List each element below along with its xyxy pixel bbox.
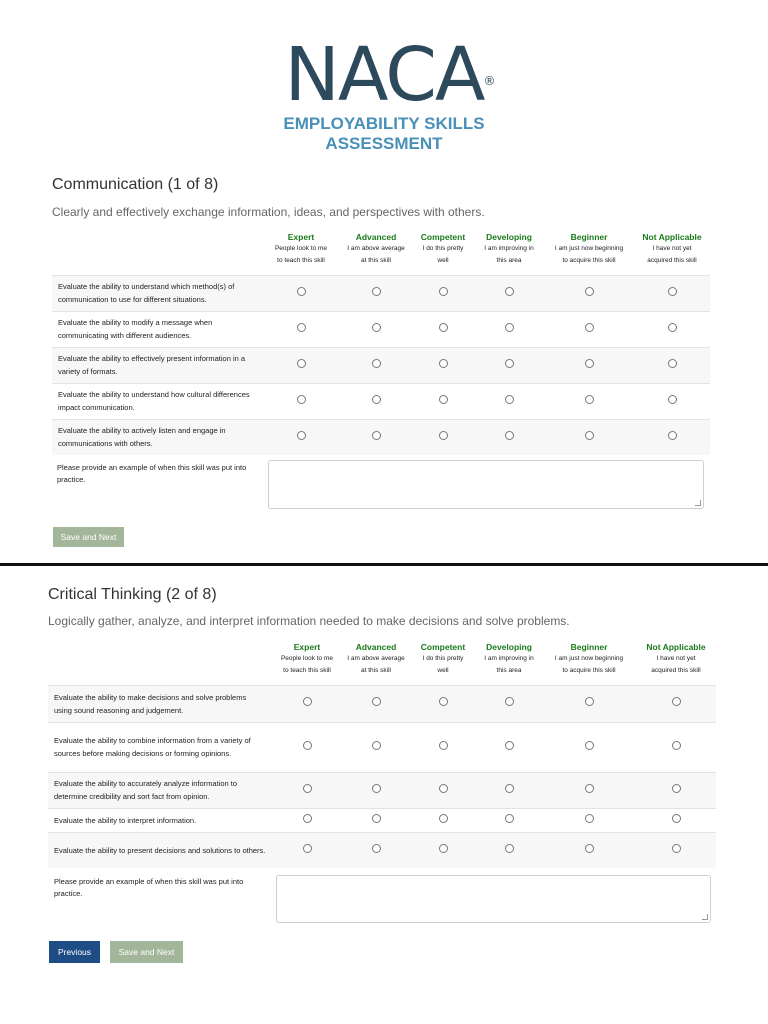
question-row: [48, 722, 716, 772]
question-text: Evaluate the ability to present decisions and solutions to others.: [48, 832, 272, 868]
save-and-next-button[interactable]: Save and Next: [110, 941, 183, 963]
rating-table: [48, 641, 716, 868]
col-title: Competent: [420, 642, 466, 652]
col-title: Expert: [293, 642, 321, 652]
radio-beginner[interactable]: [585, 741, 594, 750]
naca-logo: [0, 32, 768, 154]
col-sub: to acquire this skill: [562, 667, 616, 674]
col-sub: I do this pretty: [422, 655, 464, 662]
col-title: Advanced: [355, 232, 397, 242]
col-sub: I am improving in: [484, 245, 534, 252]
col-title: Competent: [420, 232, 466, 242]
radio-developing[interactable]: [505, 741, 514, 750]
logo-subtitle-line2: ASSESSMENT: [325, 134, 443, 153]
radio-expert[interactable]: [297, 431, 306, 440]
radio-expert[interactable]: [297, 359, 306, 368]
col-header: [544, 231, 634, 275]
radio-developing[interactable]: [505, 323, 514, 332]
radio-beginner[interactable]: [585, 697, 594, 706]
radio-advanced[interactable]: [372, 844, 381, 853]
question-text: Evaluate the ability to understand how cultural differences impact communication.: [52, 383, 262, 419]
radio-beginner[interactable]: [585, 814, 594, 823]
radio-expert[interactable]: [297, 287, 306, 296]
col-title: Beginner: [570, 642, 608, 652]
radio-advanced[interactable]: [372, 287, 381, 296]
col-sub: to acquire this skill: [562, 257, 616, 264]
radio-beginner[interactable]: [585, 395, 594, 404]
col-header: [412, 231, 474, 275]
col-title: Developing: [486, 232, 532, 242]
col-title: Developing: [486, 642, 532, 652]
radio-competent[interactable]: [439, 431, 448, 440]
question-row: [48, 832, 716, 868]
col-sub: People look to me: [280, 655, 334, 662]
radio-competent[interactable]: [439, 323, 448, 332]
radio-expert[interactable]: [303, 844, 312, 853]
example-label: Please provide an example of when this skill was put into practice.: [54, 877, 244, 898]
radio-developing[interactable]: [505, 395, 514, 404]
col-sub: at this skill: [361, 667, 391, 674]
radio-developing[interactable]: [505, 697, 514, 706]
radio-competent[interactable]: [439, 844, 448, 853]
col-header: [340, 231, 412, 275]
radio-advanced[interactable]: [372, 323, 381, 332]
radio-beginner[interactable]: [585, 844, 594, 853]
col-header: [262, 231, 340, 275]
question-row: [52, 275, 710, 311]
radio-developing[interactable]: [505, 287, 514, 296]
save-and-next-button[interactable]: Save and Next: [53, 527, 124, 547]
col-sub: I am above average: [347, 655, 405, 662]
radio-not-applicable[interactable]: [672, 741, 681, 750]
col-header: [636, 641, 716, 685]
section-description: Logically gather, analyze, and interpret information needed to make decisions and solve problems.: [48, 614, 570, 628]
col-title: Beginner: [570, 232, 608, 242]
col-sub: acquired this skill: [647, 257, 697, 264]
question-row: [48, 808, 716, 832]
col-header: [342, 641, 410, 685]
col-sub: well: [437, 667, 449, 674]
radio-expert[interactable]: [303, 814, 312, 823]
radio-advanced[interactable]: [372, 697, 381, 706]
question-row: [48, 772, 716, 808]
radio-advanced[interactable]: [372, 741, 381, 750]
logo-subtitle-line1: EMPLOYABILITY SKILLS: [283, 114, 485, 133]
radio-beginner[interactable]: [585, 431, 594, 440]
radio-competent[interactable]: [439, 395, 448, 404]
radio-competent[interactable]: [439, 287, 448, 296]
col-sub: I am just now beginning: [554, 655, 624, 662]
col-sub: People look to me: [274, 245, 328, 252]
resize-handle-icon[interactable]: [702, 914, 708, 920]
radio-developing[interactable]: [505, 359, 514, 368]
col-header: [476, 641, 542, 685]
registered-mark: ®: [483, 74, 496, 88]
radio-not-applicable[interactable]: [668, 395, 677, 404]
radio-competent[interactable]: [439, 359, 448, 368]
question-text: Evaluate the ability to accurately analyze information to determine credibility and sort fact from opinion.: [48, 772, 272, 808]
example-textarea[interactable]: [268, 460, 704, 509]
example-textarea[interactable]: [276, 875, 711, 923]
col-header: [634, 231, 710, 275]
col-sub: I am improving in: [484, 655, 534, 662]
question-text: Evaluate the ability to make decisions and solve problems using sound reasoning and judgement.: [48, 685, 272, 722]
radio-developing[interactable]: [505, 431, 514, 440]
radio-expert[interactable]: [303, 741, 312, 750]
col-sub: this area: [496, 257, 522, 264]
section-description: Clearly and effectively exchange information, ideas, and perspectives with others.: [52, 205, 485, 219]
question-text: Evaluate the ability to combine information from a variety of sources before making decisions or forming opinions.: [48, 722, 272, 772]
question-text: Evaluate the ability to understand which method(s) of communication to use for different situations.: [52, 275, 262, 311]
question-text: Evaluate the ability to effectively present information in a variety of formats.: [52, 347, 262, 383]
col-title: Expert: [287, 232, 315, 242]
radio-beginner[interactable]: [585, 323, 594, 332]
question-row: [52, 311, 710, 347]
col-title: Not Applicable: [646, 642, 706, 652]
col-sub: acquired this skill: [651, 667, 701, 674]
radio-not-applicable[interactable]: [672, 844, 681, 853]
col-header: [272, 641, 342, 685]
question-text: Evaluate the ability to interpret information.: [48, 808, 272, 832]
question-row: [52, 383, 710, 419]
section-divider: [0, 563, 768, 566]
radio-not-applicable[interactable]: [668, 431, 677, 440]
radio-advanced[interactable]: [372, 814, 381, 823]
resize-handle-icon[interactable]: [695, 500, 701, 506]
col-sub: I have not yet: [656, 655, 696, 662]
col-header: [410, 641, 476, 685]
logo-wordmark-text: NACA: [284, 32, 484, 118]
col-sub: I am just now beginning: [554, 245, 624, 252]
question-row: [52, 419, 710, 455]
col-header: [474, 231, 544, 275]
col-sub: at this skill: [361, 257, 391, 264]
col-sub: this area: [496, 667, 522, 674]
col-title: Advanced: [355, 642, 397, 652]
question-text: Evaluate the ability to actively listen and engage in communications with others.: [52, 419, 262, 455]
previous-button[interactable]: Previous: [49, 941, 100, 963]
col-sub: well: [437, 257, 449, 264]
section-title: Critical Thinking (2 of 8): [48, 586, 217, 603]
logo-wordmark: [284, 32, 496, 118]
header-blank: [48, 641, 272, 685]
col-header: [542, 641, 636, 685]
radio-advanced[interactable]: [372, 431, 381, 440]
col-sub: I do this pretty: [422, 245, 464, 252]
example-label: Please provide an example of when this skill was put into practice.: [57, 463, 247, 484]
question-row: [52, 347, 710, 383]
header-blank: [52, 231, 262, 275]
radio-beginner[interactable]: [585, 287, 594, 296]
radio-developing[interactable]: [505, 784, 514, 793]
radio-competent[interactable]: [439, 741, 448, 750]
radio-advanced[interactable]: [372, 359, 381, 368]
radio-competent[interactable]: [439, 814, 448, 823]
radio-beginner[interactable]: [585, 784, 594, 793]
radio-advanced[interactable]: [372, 784, 381, 793]
radio-expert[interactable]: [303, 784, 312, 793]
radio-not-applicable[interactable]: [668, 287, 677, 296]
question-text: Evaluate the ability to modify a message when communicating with different audiences.: [52, 311, 262, 347]
col-title: Not Applicable: [642, 232, 702, 242]
radio-developing[interactable]: [505, 844, 514, 853]
question-row: [48, 685, 716, 722]
radio-expert[interactable]: [297, 323, 306, 332]
radio-competent[interactable]: [439, 784, 448, 793]
col-sub: to teach this skill: [283, 667, 331, 674]
radio-not-applicable[interactable]: [672, 784, 681, 793]
radio-not-applicable[interactable]: [672, 697, 681, 706]
radio-not-applicable[interactable]: [668, 323, 677, 332]
radio-not-applicable[interactable]: [672, 814, 681, 823]
radio-expert[interactable]: [303, 697, 312, 706]
col-sub: I am above average: [347, 245, 405, 252]
radio-advanced[interactable]: [372, 395, 381, 404]
radio-expert[interactable]: [297, 395, 306, 404]
col-sub: to teach this skill: [277, 257, 325, 264]
radio-beginner[interactable]: [585, 359, 594, 368]
section-title: Communication (1 of 8): [52, 176, 219, 193]
radio-developing[interactable]: [505, 814, 514, 823]
col-sub: I have not yet: [652, 245, 692, 252]
radio-competent[interactable]: [439, 697, 448, 706]
rating-table: [52, 231, 710, 455]
radio-not-applicable[interactable]: [668, 359, 677, 368]
